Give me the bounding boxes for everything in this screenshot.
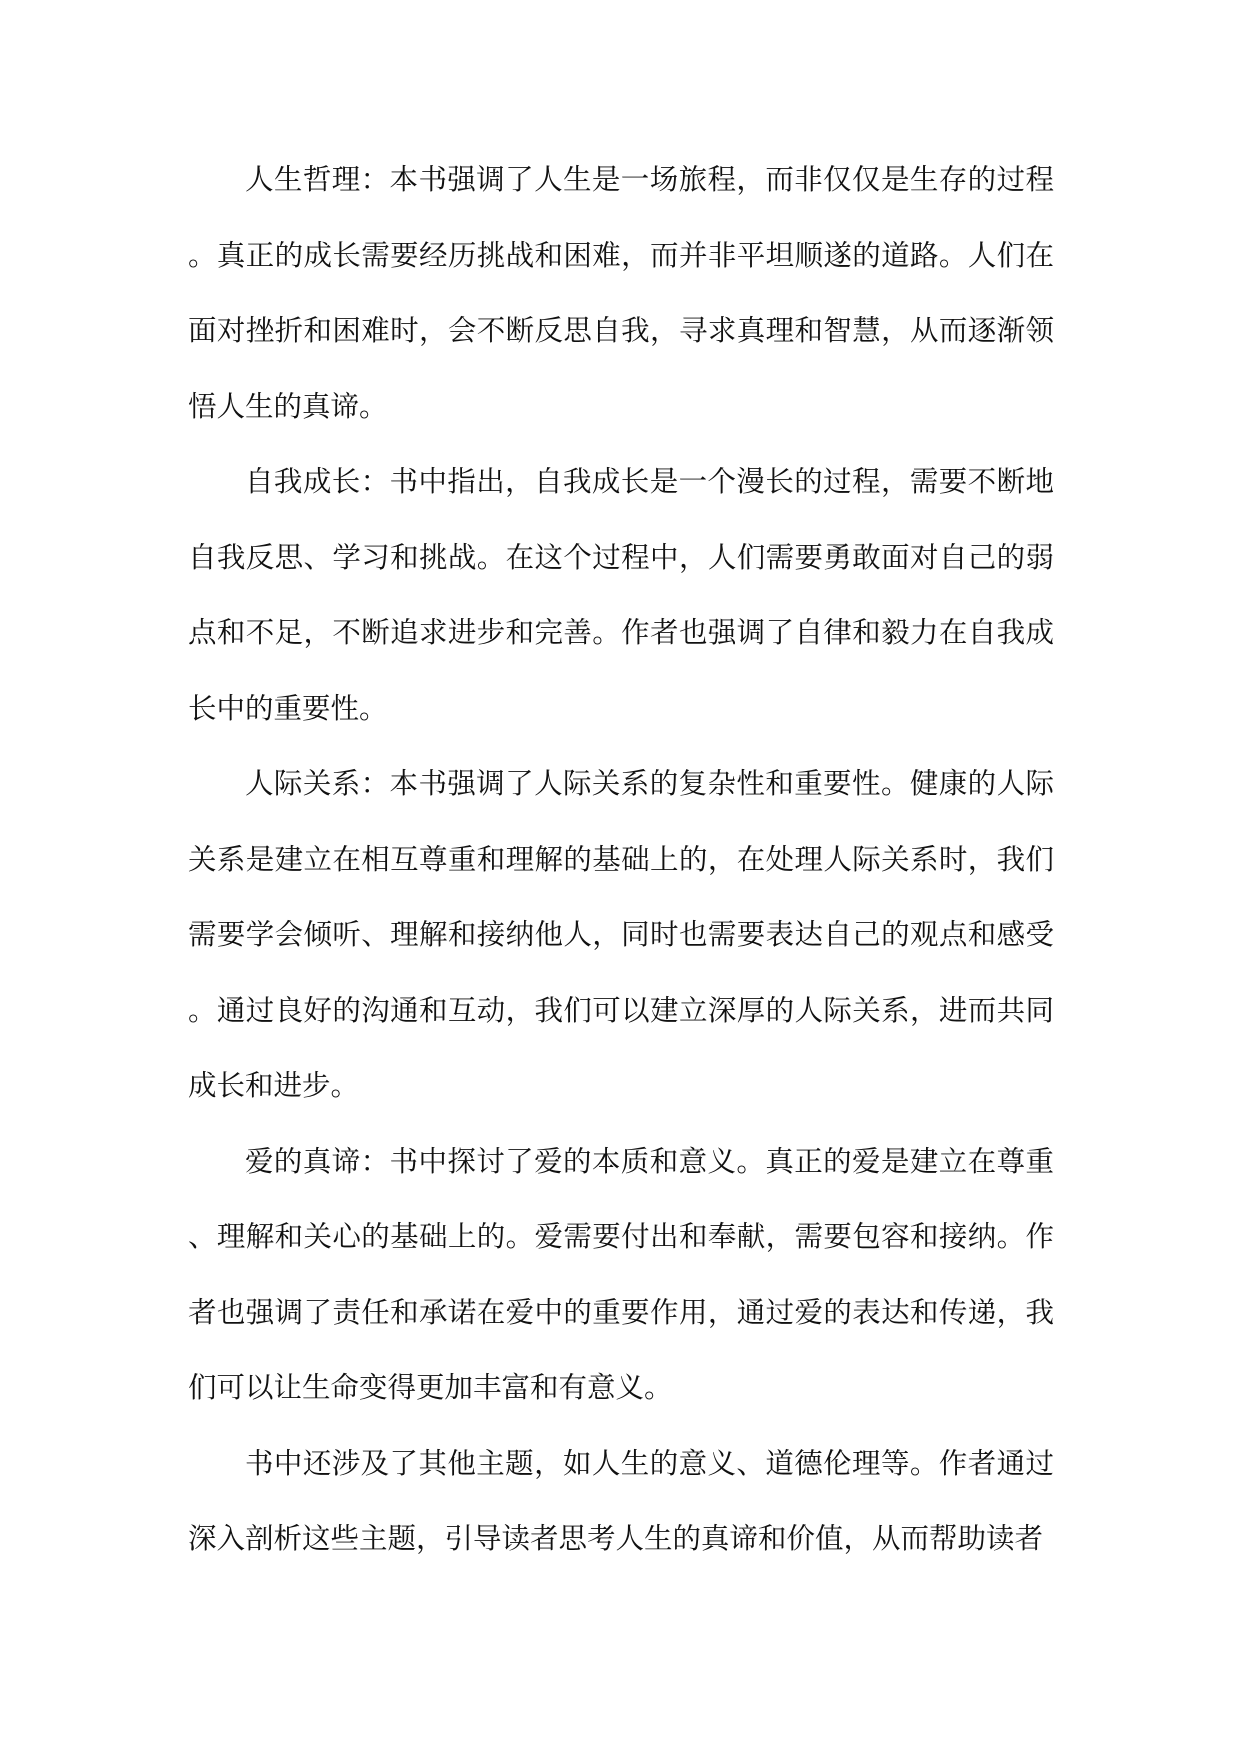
document-body [188, 142, 1054, 1577]
paragraph-true-love: 爱的真谛：书中探讨了爱的本质和意义。真正的爱是建立在尊重、理解和关心的基础上的。爱需要付出和奉献，需要包容和接纳。作者也强调了责任和承诺在爱中的重要作用，通过爱的表达和传递，我们可以让生命变得更加丰富和有意义。 [188, 1144, 1054, 1404]
paragraph-self-growth: 自我成长：书中指出，自我成长是一个漫长的过程，需要不断地自我反思、学习和挑战。在这个过程中，人们需要勇敢面对自己的弱点和不足，不断追求进步和完善。作者也强调了自律和毅力在自我成长中的重要性。 [188, 465, 1054, 725]
paragraph-relationships: 人际关系：本书强调了人际关系的复杂性和重要性。健康的人际关系是建立在相互尊重和理解的基础上的，在处理人际关系时，我们需要学会倾听、理解和接纳他人，同时也需要表达自己的观点和感受。通过良好的沟通和互动，我们可以建立深厚的人际关系，进而共同成长和进步。 [188, 767, 1054, 1102]
paragraph-other-themes: 书中还涉及了其他主题，如人生的意义、道德伦理等。作者通过深入剖析这些主题，引导读者思考人生的真谛和价值，从而帮助读者 [188, 1446, 1054, 1555]
paragraph-life-philosophy: 人生哲理：本书强调了人生是一场旅程，而非仅仅是生存的过程。真正的成长需要经历挑战和困难，而并非平坦顺遂的道路。人们在面对挫折和困难时，会不断反思自我，寻求真理和智慧，从而逐渐领悟人生的真谛。 [188, 163, 1054, 423]
